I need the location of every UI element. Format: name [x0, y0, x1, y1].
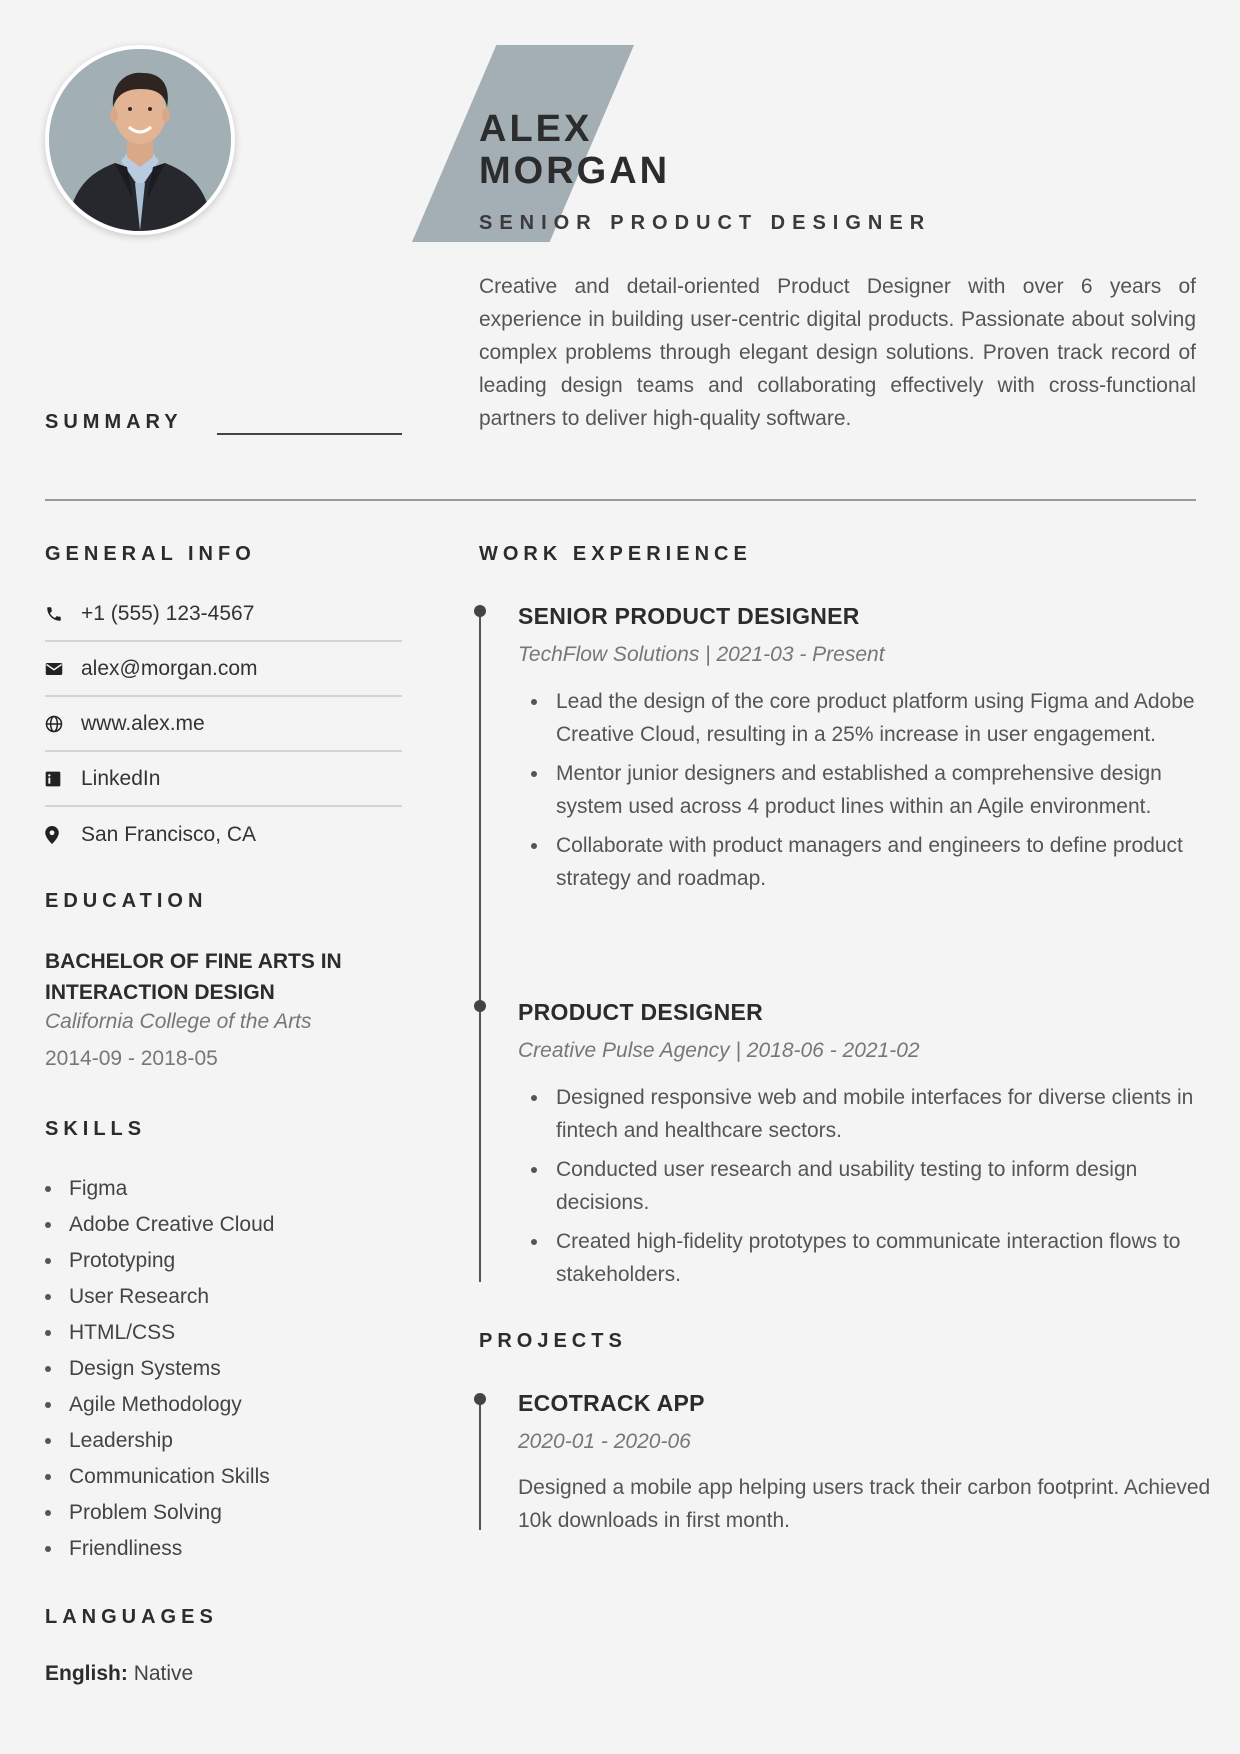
bullet-icon [45, 1438, 51, 1444]
job-1-bullets [519, 685, 1196, 901]
bullet-icon [45, 1258, 51, 1264]
last-name: MORGAN [479, 150, 671, 192]
languages-heading: LANGUAGES [45, 1606, 218, 1628]
skill-item [45, 1351, 274, 1387]
bullet-icon [531, 1239, 537, 1245]
work-timeline-line [479, 612, 481, 1282]
globe-icon [45, 715, 81, 733]
job-2-meta: Creative Pulse Agency | 2018-06 - 2021-02 [518, 1039, 920, 1062]
skill-item [45, 1531, 274, 1567]
first-name: ALEX [479, 108, 593, 150]
bullet-text: Conducted user research and usability testing to inform design decisions. [556, 1158, 1138, 1214]
education-dates: 2014-09 - 2018-05 [45, 1047, 218, 1070]
skill-label: Adobe Creative Cloud [69, 1213, 275, 1236]
mail-icon [45, 661, 81, 677]
skills-list [45, 1171, 274, 1567]
list-item [519, 685, 1196, 751]
language-name: English: [45, 1662, 128, 1685]
person-portrait-icon [49, 49, 231, 231]
education-degree: BACHELOR OF FINE ARTS IN INTERACTION DESIGN [45, 950, 342, 1004]
skill-label: Problem Solving [69, 1501, 222, 1524]
bullet-text: Created high-fidelity prototypes to communicate interaction flows to stakeholders. [556, 1230, 1181, 1286]
list-item [519, 757, 1196, 823]
candidate-name [479, 108, 670, 192]
bullet-text: Designed responsive web and mobile interfaces for diverse clients in fintech and healthcare sectors. [556, 1086, 1194, 1142]
linkedin-icon [45, 771, 81, 787]
general-info-list [45, 587, 402, 862]
bullet-icon [531, 1095, 537, 1101]
project-dates: 2020-01 - 2020-06 [518, 1430, 691, 1453]
skill-item [45, 1459, 274, 1495]
bullet-text: Collaborate with product managers and engineers to define product strategy and roadmap. [556, 834, 1183, 890]
info-row-linkedin [45, 752, 402, 807]
job-1-title: SENIOR PRODUCT DESIGNER [518, 603, 860, 629]
language-level: Native [133, 1662, 194, 1685]
skill-label: Leadership [69, 1429, 173, 1452]
website-link[interactable]: www.alex.me [81, 711, 205, 735]
skill-label: HTML/CSS [69, 1321, 176, 1344]
list-item [519, 1081, 1196, 1147]
skill-label: Friendliness [69, 1537, 183, 1560]
skill-label: Figma [69, 1177, 128, 1200]
linkedin-link[interactable]: LinkedIn [81, 766, 161, 790]
timeline-dot-icon [474, 1000, 486, 1012]
skill-item [45, 1243, 274, 1279]
timeline-dot-icon [474, 1393, 486, 1405]
phone-icon [45, 605, 81, 623]
work-experience-heading: WORK EXPERIENCE [479, 543, 752, 565]
project-description: Designed a mobile app helping users track their carbon footprint. Achieved 10k downloads in first month. [518, 1476, 1211, 1532]
language-item [45, 1662, 193, 1686]
info-row-website [45, 697, 402, 752]
email-address[interactable]: alex@morgan.com [81, 656, 258, 680]
education-heading: EDUCATION [45, 890, 208, 912]
bullet-icon [45, 1366, 51, 1372]
projects-heading: PROJECTS [479, 1330, 627, 1352]
bullet-icon [531, 771, 537, 777]
skill-item [45, 1315, 274, 1351]
skill-label: Agile Methodology [69, 1393, 242, 1416]
phone-number[interactable]: +1 (555) 123-4567 [81, 601, 255, 625]
info-row-email [45, 642, 402, 697]
general-info-heading: GENERAL INFO [45, 543, 256, 565]
section-divider [45, 499, 1196, 501]
skill-item [45, 1171, 274, 1207]
bullet-icon [45, 1186, 51, 1192]
bullet-icon [45, 1546, 51, 1552]
bullet-icon [45, 1510, 51, 1516]
summary-heading: SUMMARY [45, 411, 183, 433]
job-title-heading: SENIOR PRODUCT DESIGNER [479, 212, 932, 234]
bullet-icon [45, 1330, 51, 1336]
profile-photo [45, 45, 235, 235]
skill-label: Communication Skills [69, 1465, 270, 1488]
skill-label: Design Systems [69, 1357, 221, 1380]
bullet-text: Lead the design of the core product platform using Figma and Adobe Creative Cloud, resulting in a 25% increase in user engagement. [556, 690, 1195, 746]
summary-underline [217, 433, 402, 435]
location-text: San Francisco, CA [81, 822, 257, 846]
job-2-bullets [519, 1081, 1196, 1297]
skill-label: User Research [69, 1285, 210, 1308]
summary-text: Creative and detail-oriented Product Designer with over 6 years of experience in building user-centric digital products. Passionate about solving complex problems through elegant design solutions. Proven track record of leading design teams and collaborating effectively with cross-functional partners to deliver high-quality software. [479, 275, 1196, 430]
bullet-icon [45, 1474, 51, 1480]
skill-item [45, 1279, 274, 1315]
bullet-icon [531, 699, 537, 705]
bullet-icon [531, 843, 537, 849]
info-row-location [45, 807, 402, 862]
bullet-icon [45, 1402, 51, 1408]
skill-label: Prototyping [69, 1249, 176, 1272]
list-item [519, 1153, 1196, 1219]
timeline-dot-icon [474, 605, 486, 617]
education-school: California College of the Arts [45, 1010, 312, 1033]
bullet-text: Mentor junior designers and established a comprehensive design system used across 4 product lines within an Agile environment. [556, 762, 1162, 818]
skills-heading: SKILLS [45, 1118, 147, 1140]
projects-timeline-line [479, 1400, 481, 1530]
list-item [519, 829, 1196, 895]
skill-item [45, 1423, 274, 1459]
bullet-icon [531, 1167, 537, 1173]
bullet-icon [45, 1294, 51, 1300]
location-pin-icon [45, 826, 81, 844]
job-2-title: PRODUCT DESIGNER [518, 999, 764, 1025]
skill-item [45, 1495, 274, 1531]
skill-item [45, 1207, 274, 1243]
job-1-meta: TechFlow Solutions | 2021-03 - Present [518, 643, 885, 666]
bullet-icon [45, 1222, 51, 1228]
list-item [519, 1225, 1196, 1291]
project-title: ECOTRACK APP [518, 1390, 705, 1416]
info-row-phone [45, 587, 402, 642]
skill-item [45, 1387, 274, 1423]
